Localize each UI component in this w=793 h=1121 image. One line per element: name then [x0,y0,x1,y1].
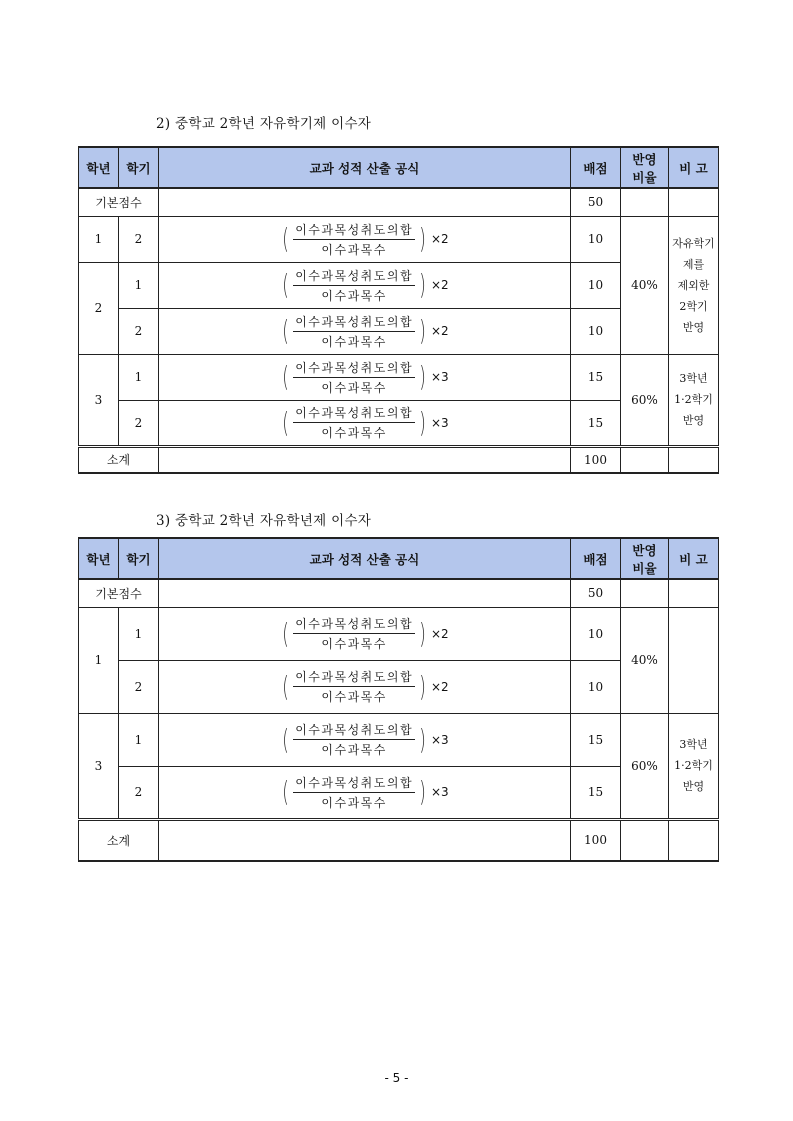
multiplier: ×3 [431,785,449,799]
right-paren: ) [419,405,426,439]
section-title-2: 2) 중학교 2학년 자유학기제 이수자 [156,116,372,132]
denominator: 이수과목수 [321,380,387,395]
denominator: 이수과목수 [321,288,387,303]
score-cell: 15 [571,766,621,819]
remark-cell-empty [669,579,719,607]
remark-cell-empty [669,819,719,861]
base-score-value: 50 [571,188,621,216]
grade-cell: 2 [79,262,119,354]
header-remark: 비 고 [669,538,719,579]
formula-cell [159,607,571,660]
header-grade: 학년 [79,147,119,188]
remark-cell-empty [669,607,719,713]
remark-line: 3학년 [679,738,708,751]
multiplier: ×2 [431,278,449,292]
multiplier: ×2 [431,679,449,694]
semester-cell: 1 [119,607,159,660]
formula [280,313,448,350]
header-ratio [621,147,669,188]
remark-line: 1·2학기 [674,393,713,406]
formula-cell [159,400,571,446]
formula-cell-empty [159,446,571,473]
formula-cell [159,308,571,354]
header-ratio-line1: 반영 [632,151,657,167]
formula [280,359,448,396]
formula [280,221,448,258]
ratio-cell-empty [621,446,669,473]
formula [280,404,448,441]
left-paren: ( [282,360,290,393]
left-paren: ( [282,314,290,347]
ratio-cell-empty [621,579,669,607]
formula-cell-empty [159,188,571,216]
formula-cell [159,713,571,766]
fraction [293,668,415,705]
remark-cell [669,216,719,354]
score-cell: 10 [571,216,621,262]
numerator: 이수과목성취도의합 [293,313,415,332]
multiplier: ×3 [431,415,449,430]
grade-table-free-year [78,537,719,862]
score-cell: 10 [571,660,621,713]
numerator: 이수과목성취도의합 [293,404,415,423]
formula-cell [159,766,571,819]
subtotal-label: 소계 [79,819,159,861]
right-paren: ) [419,222,426,255]
header-semester: 학기 [119,147,159,188]
ratio-cell: 40% [621,607,669,713]
table-row [79,216,719,262]
formula-cell-empty [159,579,571,607]
ratio-cell-empty [621,188,669,216]
formula-cell [159,216,571,262]
fraction [293,404,415,441]
remark-line: 2학기 [679,299,708,313]
remark-line: 제외한 [677,278,710,292]
header-formula: 교과 성적 산출 공식 [159,147,571,188]
multiplier: ×2 [431,232,449,246]
semester-cell: 2 [119,216,159,262]
grade-cell: 3 [79,354,119,446]
numerator: 이수과목성취도의합 [293,615,415,634]
denominator: 이수과목수 [321,334,387,349]
subtotal-row [79,446,719,473]
header-ratio [621,538,669,579]
subtotal-label: 소계 [79,446,159,473]
section-title-3: 3) 중학교 2학년 자유학년제 이수자 [156,513,372,529]
header-formula: 교과 성적 산출 공식 [159,538,571,579]
formula-cell [159,354,571,400]
remark-line: 반영 [682,320,705,334]
grade-cell: 1 [79,216,119,262]
fraction [293,267,415,304]
header-semester: 학기 [119,538,159,579]
remark-line: 제를 [682,257,705,271]
grade-cell: 1 [79,607,119,713]
fraction [293,721,415,758]
semester-cell: 2 [119,660,159,713]
score-cell: 15 [571,354,621,400]
semester-cell: 2 [119,766,159,819]
right-paren: ) [419,268,426,301]
multiplier: ×2 [431,626,449,641]
fraction [293,615,415,652]
semester-cell: 1 [119,354,159,400]
grade-cell: 3 [79,713,119,819]
semester-cell: 1 [119,262,159,308]
subtotal-score: 100 [571,819,621,861]
remark-line: 1·2학기 [674,759,713,772]
denominator: 이수과목수 [321,426,387,440]
remark-line: 자유학기 [672,236,715,250]
right-paren: ) [419,722,426,756]
header-grade: 학년 [79,538,119,579]
semester-cell: 2 [119,308,159,354]
base-score-label: 기본점수 [79,579,159,607]
ratio-cell: 60% [621,354,669,446]
remark-cell [669,354,719,446]
right-paren: ) [419,360,426,393]
fraction [293,313,415,350]
remark-line: 반영 [682,780,705,793]
semester-cell: 1 [119,713,159,766]
denominator: 이수과목수 [321,637,387,651]
formula-cell-empty [159,819,571,861]
left-paren: ( [282,222,290,255]
ratio-cell: 60% [621,713,669,819]
remark-cell-empty [669,188,719,216]
right-paren: ) [419,314,426,347]
denominator: 이수과목수 [321,690,387,704]
numerator: 이수과목성취도의합 [293,721,415,740]
semester-cell: 2 [119,400,159,446]
numerator: 이수과목성취도의합 [293,221,415,240]
table-row [79,607,719,660]
formula [280,267,448,304]
fraction [293,359,415,396]
left-paren: ( [282,669,290,703]
left-paren: ( [282,775,290,808]
multiplier: ×2 [431,324,449,338]
denominator: 이수과목수 [321,743,387,757]
subtotal-score: 100 [571,446,621,473]
base-score-label: 기본점수 [79,188,159,216]
base-score-value: 50 [571,579,621,607]
fraction [293,774,415,811]
score-cell: 15 [571,400,621,446]
remark-line: 반영 [682,414,705,427]
remark-cell [669,713,719,819]
numerator: 이수과목성취도의합 [293,359,415,378]
remark-cell-empty [669,446,719,473]
score-cell: 10 [571,607,621,660]
header-ratio-line2: 비율 [632,560,657,576]
grade-table-free-semester [78,146,719,474]
formula-cell [159,660,571,713]
right-paren: ) [419,669,426,703]
header-score: 배점 [571,538,621,579]
formula [280,721,448,758]
header-remark: 비 고 [669,147,719,188]
formula [280,668,448,705]
formula [280,615,448,652]
numerator: 이수과목성취도의합 [293,267,415,286]
base-score-row [79,188,719,216]
fraction [293,221,415,258]
left-paren: ( [282,722,290,756]
denominator: 이수과목수 [321,242,387,257]
table-row [79,713,719,766]
left-paren: ( [282,268,290,301]
right-paren: ) [419,616,426,650]
numerator: 이수과목성취도의합 [293,774,415,793]
ratio-cell-empty [621,819,669,861]
score-cell: 10 [571,262,621,308]
base-score-row [79,579,719,607]
subtotal-row [79,819,719,861]
score-cell: 10 [571,308,621,354]
left-paren: ( [282,616,290,650]
remark-line: 3학년 [679,372,708,385]
left-paren: ( [282,405,290,439]
multiplier: ×3 [431,732,449,747]
right-paren: ) [419,775,426,808]
denominator: 이수과목수 [321,795,387,810]
formula-cell [159,262,571,308]
multiplier: ×3 [431,370,449,384]
page-number: - 5 - [384,1071,409,1085]
ratio-cell: 40% [621,216,669,354]
header-ratio-line1: 반영 [632,542,657,558]
table-row [79,354,719,400]
header-score: 배점 [571,147,621,188]
score-cell: 15 [571,713,621,766]
header-ratio-line2: 비율 [632,169,657,185]
formula [280,774,448,811]
numerator: 이수과목성취도의합 [293,668,415,687]
